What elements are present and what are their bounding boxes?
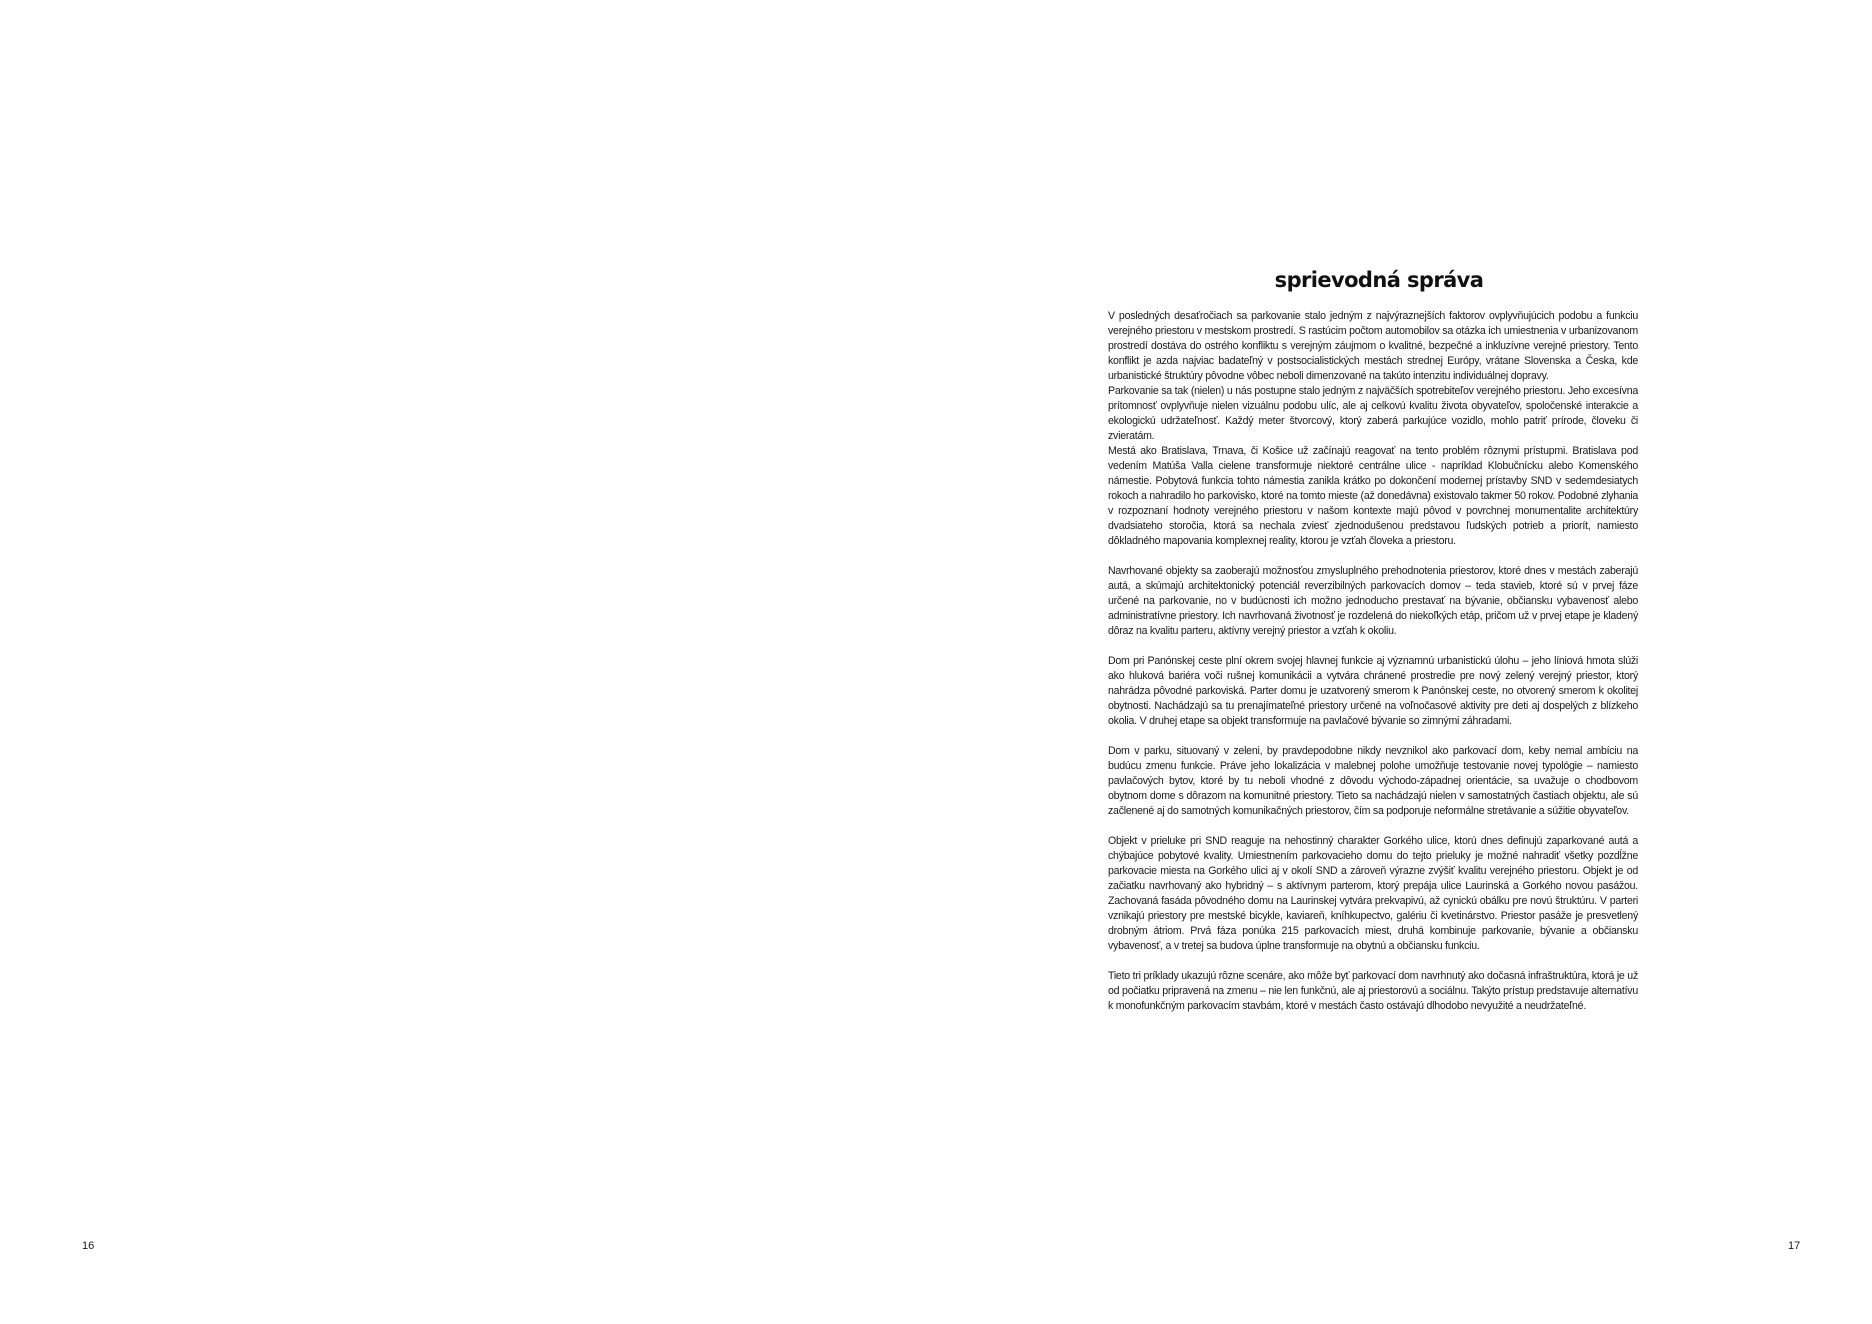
paragraph-parking-consumption: Parkovanie sa tak (nielen) u nás postupne stalo jedným z najväčších spotrebiteľov verejného priestoru. Jeho excesívna prítomnosť ovplyvňuje nielen vizuálnu podobu ulíc, ale aj celkovú kvalitu života obyvateľov, spoločenské interakcie a ekologickú udržateľnosť. Každý meter štvorcový, ktorý zaberá parkujúce vozidlo, mohlo patriť prírode, človeku či zvieratám. [1108, 385, 1638, 442]
page-number-left: 16 [82, 1240, 95, 1252]
paragraph-park-house: Dom v parku, situovaný v zeleni, by pravdepodobne nikdy nevznikol ako parkovací dom, keby nemal ambíciu na budúcu zmenu funkcie. Práve jeho lokalizácia v malebnej polohe umožňuje testovanie novej typológie – namiesto pavlačových bytov, ktoré by tu neboli vhodné z dôvodu východo-západnej orientácie, sa uvažuje o chodbovom obytnom dome s dôrazom na komunitné priestory. Tieto sa nachádzajú nielen v samostatných častiach objektu, ale sú začlenené aj do samotných komunikačných priestorov, čím sa podporuje neformálne stretávanie a súžitie obyvateľov. [1108, 745, 1638, 817]
report-body [1108, 309, 1638, 1014]
paragraph-intro: V posledných desaťročiach sa parkovanie stalo jedným z najvýraznejších faktorov ovplyvňujúcich podobu a funkciu verejného priestoru v mestskom prostredí. S rastúcim počtom automobilov sa otázka ich umiestnenia v urbanizovanom prostredí dostáva do ostrého konfliktu s verejným záujmom o kvalitné, bezpečné a inkluzívne verejné priestory. Tento konflikt je azda najviac badateľný v postsocialistických mestách strednej Európy, vrátane Slovenska a Česka, kde urbanistické štruktúry pôvodne vôbec neboli dimenzované na takúto intenzitu individuálnej dopravy. [1108, 310, 1638, 382]
paragraph-panonska-house: Dom pri Panónskej ceste plní okrem svojej hlavnej funkcie aj významnú urbanistickú úlohu – jeho líniová hmota slúži ako hluková bariéra voči rušnej komunikácii a vytvára chránené prostredie pre nový zelený verejný priestor, ktorý nahrádza pôvodné parkoviská. Parter domu je uzatvorený smerom k Panónskej ceste, no otvorený smerom k okolitej obytnosti. Nachádzajú sa tu prenajímateľné priestory určené na voľnočasové aktivity pre deti aj dospelých z blízkeho okolia. V druhej etape sa objekt transformuje na pavlačové bývanie so zimnými záhradami. [1108, 655, 1638, 727]
page-title: sprievodná správa [1274, 268, 1484, 292]
paragraph-proposed-objects: Navrhované objekty sa zaoberajú možnosťou zmysluplného prehodnotenia priestorov, ktoré dnes v mestách zaberajú autá, a skúmajú architektonický potenciál reverzibilných parkovacích domov – teda stavieb, ktoré sú v prvej fáze určené na parkovanie, no v budúcnosti ich možno jednoducho prestavať na bývanie, občiansku vybavenosť alebo administratívne priestory. Ich navrhovaná životnosť je rozdelená do niekoľkých etáp, pričom už v prvej etape je kladený dôraz na kvalitu parteru, aktívny verejný priestor a vzťah k okoliu. [1108, 565, 1638, 637]
paragraph-snd-gap-building: Objekt v prieluke pri SND reaguje na nehostinný charakter Gorkého ulice, ktorú dnes definujú zaparkované autá a chýbajúce pobytové kvality. Umiestnením parkovacieho domu do tejto prieluky je možné nahradiť všetky pozdĺžne parkovacie miesta na Gorkého ulici aj v okolí SND a zároveň výrazne zvýšiť kvalitu verejného priestoru. Objekt je od začiatku navrhovaný ako hybridný – s aktívnym parterom, ktorý prepája ulice Laurinská a Gorkého novou pasážou. Zachovaná fasáda pôvodného domu na Laurinskej vytvára prekvapivú, až cynickú obálku pre novú štruktúru. V parteri vznikajú priestory pre mestské bicykle, kaviareň, kníhkupectvo, galériu či kvetinárstvo. Priestor pasáže je presvetlený drobným átriom. Prvá fáza ponúka 215 parkovacích miest, druhá kombinuje parkovanie, bývanie a občiansku vybavenosť, a v tretej sa budova úplne transformuje na obytnú a občiansku funkciu. [1108, 835, 1638, 952]
paragraph-cities-response: Mestá ako Bratislava, Trnava, či Košice už začínajú reagovať na tento problém rôznymi prístupmi. Bratislava pod vedením Matúša Valla cielene transformuje niektoré centrálne ulice - napríklad Klobučnícku alebo Komenského námestie. Pobytová funkcia tohto námestia zanikla krátko po dokončení modernej prístavby SND v sedemdesiatych rokoch a nahradilo ho parkovisko, ktoré na tomto mieste (až donedávna) existovalo takmer 50 rokov. Podobné zlyhania v rozpoznaní hodnoty verejného priestoru v našom kontexte majú pôvod v povrchnej monumentalite architektúry dvadsiateho storočia, ktorá sa nechala zviesť zjednodušenou predstavou ľudských potrieb a priorít, namiesto dôkladného mapovania komplexnej reality, ktorou je vzťah človeka a priestoru. [1108, 445, 1638, 547]
page-number-right: 17 [1788, 1240, 1801, 1252]
paragraph-conclusion: Tieto tri príklady ukazujú rôzne scenáre, ako môže byť parkovací dom navrhnutý ako dočasná infraštruktúra, ktorá je už od počiatku pripravená na zmenu – nie len funkčnú, ale aj priestorovú a sociálnu. Takýto prístup predstavuje alternatívu k monofunkčným parkovacím stavbám, ktoré v mestách často ostávajú dlhodobo nevyužité a neudržateľné. [1108, 970, 1638, 1012]
